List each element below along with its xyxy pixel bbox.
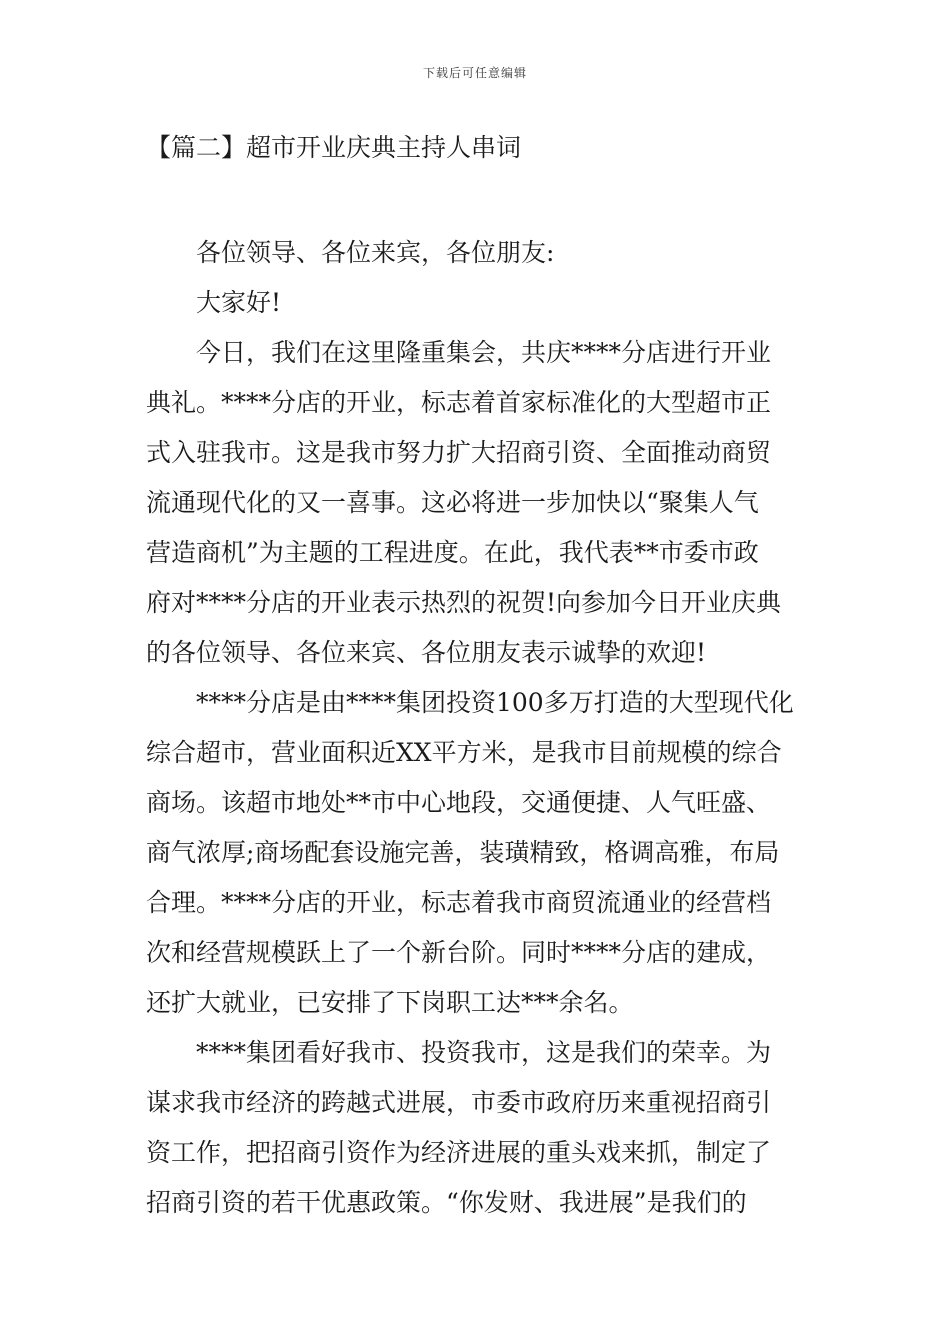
text-line: 商场。该超市地处**市中心地段，交通便捷、人气旺盛、 — [146, 788, 772, 817]
text-line: 次和经营规模跃上了一个新台阶。同时****分店的建成， — [146, 938, 772, 967]
document-title: 【篇二】超市开业庆典主持人串词 — [146, 133, 522, 162]
text-line: 还扩大就业，已安排了下岗职工达***余名。 — [146, 988, 634, 1017]
text-line: 招商引资的若干优惠政策。“你发财、我进展”是我们的 — [146, 1188, 747, 1217]
text-line: 商气浓厚;商场配套设施完善，装璜精致，格调高雅，布局 — [146, 838, 780, 867]
text-line: 综合超市，营业面积近XX平方米，是我市目前规模的综合 — [146, 738, 782, 767]
text-line: 式入驻我市。这是我市努力扩大招商引资、全面推动商贸 — [146, 438, 772, 467]
text-line: 府对****分店的开业表示热烈的祝贺!向参加今日开业庆典 — [146, 588, 782, 617]
text-line: 的各位领导、各位来宾、各位朋友表示诚挚的欢迎! — [146, 638, 707, 667]
text-line: 合理。****分店的开业，标志着我市商贸流通业的经营档 — [146, 888, 772, 917]
text-line: 谋求我市经济的跨越式进展，市委市政府历来重视招商引 — [146, 1088, 772, 1117]
text-line: 各位领导、各位来宾，各位朋友: — [196, 238, 555, 267]
text-line: 大家好! — [196, 288, 282, 317]
document-body — [146, 228, 808, 1228]
text-line: 资工作，把招商引资作为经济进展的重头戏来抓，制定了 — [146, 1138, 772, 1167]
header-note: 下载后可任意编辑 — [422, 66, 527, 80]
text-line: ****集团看好我市、投资我市，这是我们的荣幸。为 — [196, 1038, 772, 1067]
text-line: 流通现代化的又一喜事。这必将进一步加快以“聚集人气 — [146, 488, 759, 517]
text-line: ****分店是由****集团投资100多万打造的大型现代化 — [196, 688, 794, 717]
text-line: 典礼。****分店的开业，标志着首家标准化的大型超市正 — [146, 388, 772, 417]
text-line: 今日，我们在这里隆重集会，共庆****分店进行开业 — [196, 338, 772, 367]
text-line: 营造商机”为主题的工程进度。在此，我代表**市委市政 — [146, 538, 759, 567]
